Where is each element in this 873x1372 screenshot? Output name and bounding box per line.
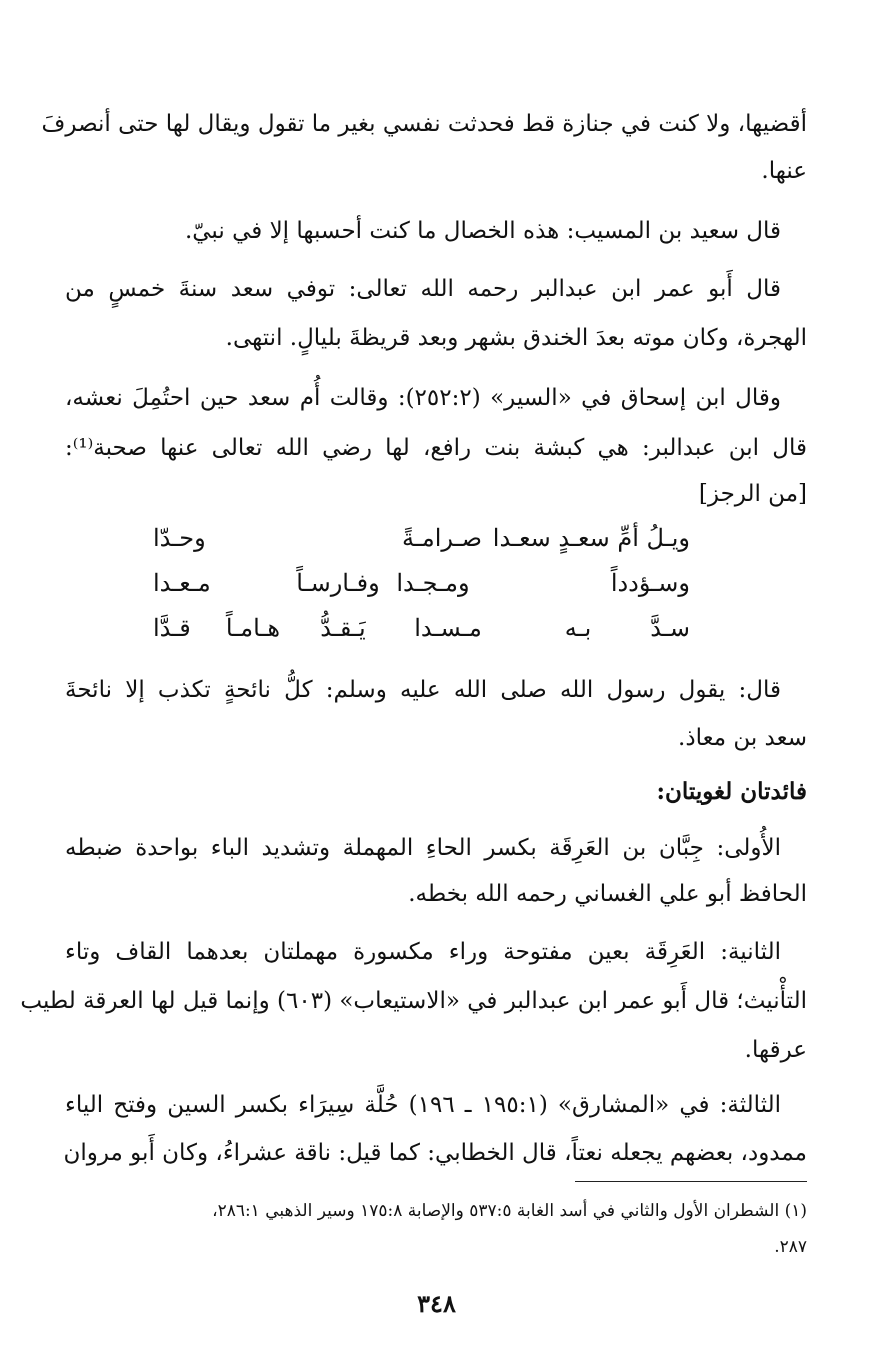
verse-word: وحـدّا: [153, 524, 206, 552]
verse-word: صـرامـةً: [401, 524, 483, 552]
verse-word: سـدَّ: [650, 614, 690, 642]
body-line: وقال ابن إسحاق في «السير» (٢٥٢:٢): وقالت أُم سعد حين احتُمِلَ نعشه،: [65, 385, 781, 411]
body-line: سعد بن معاذ.: [678, 725, 807, 751]
body-line: الثانية: العَرِقَة بعين مفتوحة وراء مكسورة مهملتان بعدهما القاف وتاء: [65, 939, 781, 965]
meter-label: [من الرجز]: [698, 481, 807, 507]
footnote-separator: [575, 1181, 807, 1182]
verse-word: وفـارسـاً: [296, 569, 380, 597]
verse-word: مـعـدا: [153, 569, 211, 597]
verse-hemistich: ويـلُ أمِّ سعـدٍ سعـدا: [492, 524, 690, 552]
verse-word: يَـقـدُّ: [320, 614, 366, 642]
body-line: عنها.: [761, 158, 807, 184]
body-line: عرقها.: [744, 1037, 807, 1063]
body-line: قال: يقول رسول الله صلى الله عليه وسلم: كلُّ نائحةٍ تكذب إلا نائحةَ: [65, 677, 781, 703]
verse-word: بـه: [564, 614, 592, 642]
body-line: ممدود، بعضهم يجعله نعتاً، قال الخطابي: كما قيل: ناقة عشراءُ، وكان أَبو مروان: [63, 1140, 807, 1166]
page-number: ٣٤٨: [417, 1289, 456, 1318]
body-line: الحافظ أبو علي الغساني رحمه الله بخطه.: [408, 881, 807, 907]
body-line: الثالثة: في «المشارق» (١٩٥:١ ـ ١٩٦) حُلَّة سِيرَاء بكسر السين وفتح الياء: [65, 1092, 782, 1118]
body-line: التأْنيث؛ قال أَبو عمر ابن عبدالبر في «الاستيعاب» (٦٠٣) وإنما قيل لها العرقة لطيب: [20, 988, 807, 1014]
verse-word: وسـؤدداً: [610, 569, 690, 597]
body-line: قال أَبو عمر ابن عبدالبر رحمه الله تعالى: توفي سعد سنةَ خمسٍ من: [65, 276, 781, 302]
verse-word: ومـجـدا: [396, 569, 470, 597]
section-heading: فائدتان لغويتان:: [656, 778, 807, 805]
body-line: الهجرة، وكان موته بعدَ الخندق بشهر وبعد قريظةَ بليالٍ. انتهى.: [225, 325, 807, 351]
footnote-line: (١) الشطران الأول والثاني في أسد الغابة ٥٣٧:٥ والإصابة ١٧٥:٨ وسير الذهبي ٢٨٦:١،: [212, 1201, 807, 1221]
body-line: قال سعيد بن المسيب: هذه الخصال ما كنت أحسبها إلا في نبيّ.: [184, 218, 781, 244]
body-line: الأُولى: جِبَّان بن العَرِقَة بكسر الحاءِ المهملة وتشديد الباء بواحدة ضبطه: [65, 835, 781, 861]
body-line: قال ابن عبدالبر: هي كبشة بنت رافع، لها رضي الله تعالى عنها صحبة⁽¹⁾:: [65, 435, 807, 461]
verse-word: قـدَّا: [153, 614, 191, 642]
footnote-line: ٢٨٧.: [774, 1237, 807, 1257]
verse-word: هـامـاً: [225, 614, 281, 642]
verse-word: مـسـدا: [414, 614, 482, 642]
body-line: أقضيها، ولا كنت في جنازة قط فحدثت نفسي بغير ما تقول ويقال لها حتى أنصرفَ: [41, 111, 807, 137]
